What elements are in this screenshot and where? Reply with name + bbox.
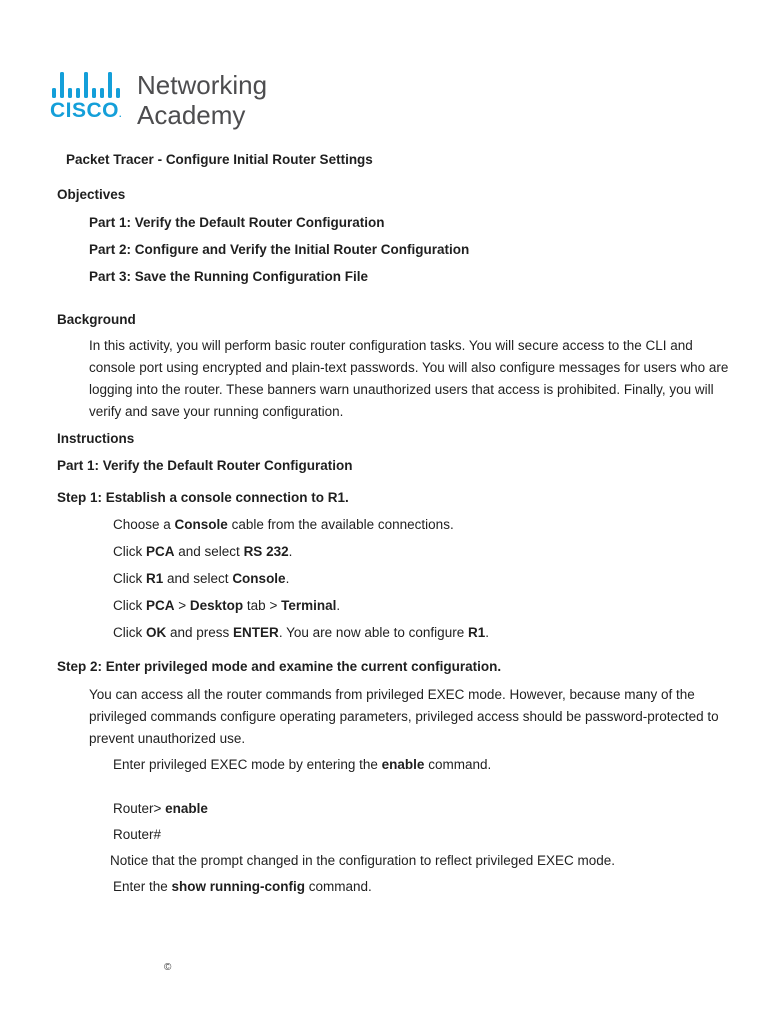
copyright-symbol: ©	[164, 962, 172, 973]
cli-line-enable: Router> enable	[113, 801, 208, 816]
step-1-item: Click PCA > Desktop tab > Terminal.	[113, 598, 341, 613]
objective-part-3: Part 3: Save the Running Configuration File	[89, 269, 369, 284]
document-title: Packet Tracer - Configure Initial Router Settings	[66, 152, 373, 167]
cisco-brand	[50, 72, 122, 126]
background-paragraph: In this activity, you will perform basic router configuration tasks. You will secure access to the CLI and console port using encrypted and plain-text passwords. You will also configure messages for users who are logging into the router. These banners warn unauthorized users that access is prohibited. Finally, you will verify and save your running configuration.	[89, 338, 729, 419]
show-running-config-instruction: Enter the show running-config command.	[113, 879, 372, 894]
step-1-item: Click PCA and select RS 232.	[113, 544, 293, 559]
objectives-heading: Objectives	[57, 187, 126, 202]
trademark-dot: .	[119, 109, 123, 119]
enable-instruction: Enter privileged EXEC mode by entering the enable command.	[113, 757, 492, 772]
cisco-networking-academy-logo	[50, 72, 267, 130]
step-1-item: Click OK and press ENTER. You are now able to configure R1.	[113, 625, 489, 640]
background-heading: Background	[57, 312, 136, 327]
step-1-item: Click R1 and select Console.	[113, 571, 290, 586]
objective-part-1: Part 1: Verify the Default Router Configuration	[89, 215, 385, 230]
step-2-paragraph: You can access all the router commands from privileged EXEC mode. However, because many of the privileged commands configure operating parameters, privileged access should be password-protected to prevent unauthorized use.	[89, 687, 719, 746]
step-1-item: Choose a Console cable from the available connections.	[113, 517, 454, 532]
objective-part-2: Part 2: Configure and Verify the Initial Router Configuration	[89, 242, 470, 257]
cisco-bridge-bars-icon	[52, 72, 120, 98]
instructions-heading: Instructions	[57, 431, 135, 446]
cli-line-prompt: Router#	[113, 827, 162, 842]
networking-academy-label	[137, 70, 267, 130]
notice-line: Notice that the prompt changed in the configuration to reflect privileged EXEC mode.	[110, 853, 616, 868]
networking-academy-line1: Networking	[137, 70, 268, 100]
cisco-wordmark: CISCO.	[50, 99, 123, 122]
networking-academy-line2: Academy	[137, 100, 246, 130]
step-2-heading: Step 2: Enter privileged mode and examine the current configuration.	[57, 659, 502, 674]
part-1-heading: Part 1: Verify the Default Router Configuration	[57, 458, 353, 473]
step-1-heading: Step 1: Establish a console connection to R1.	[57, 490, 349, 505]
